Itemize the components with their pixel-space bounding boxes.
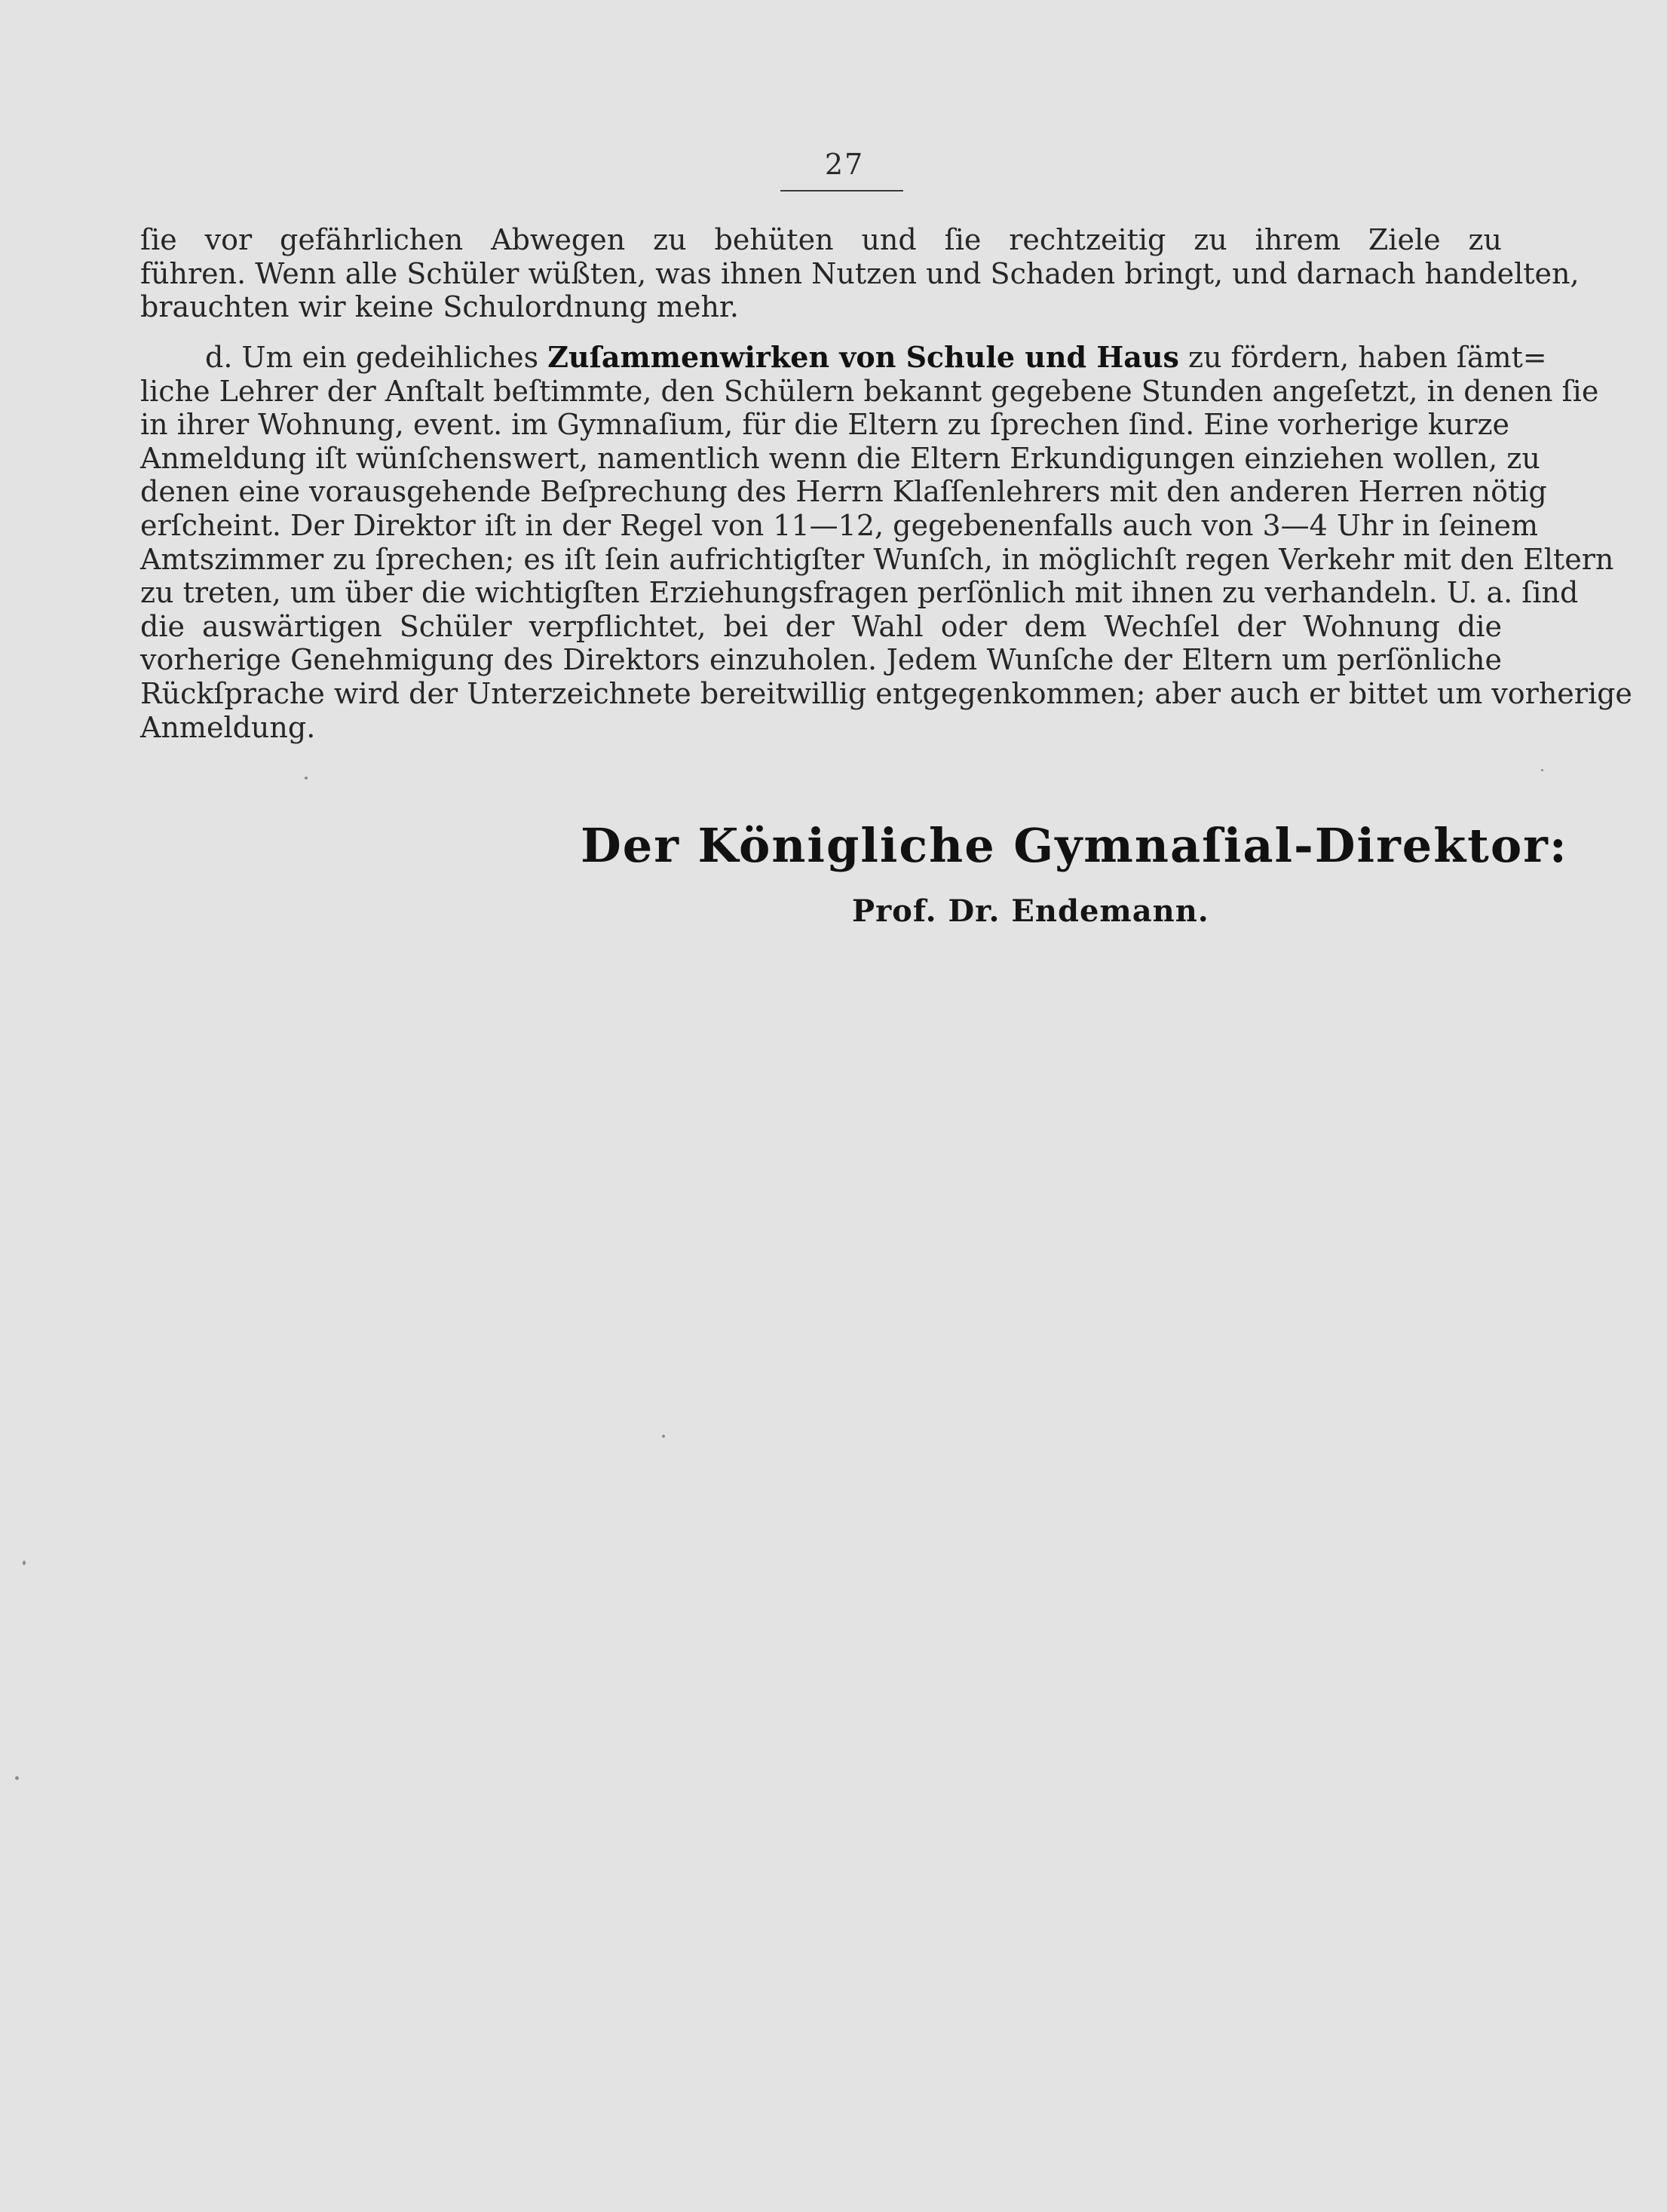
- paper-speck: [1541, 769, 1543, 771]
- page-number: 27: [824, 148, 865, 181]
- paragraph-2-line: liche Lehrer der Anſtalt beſtimmte, den Schülern bekannt gegebene Stunden angeſetzt, in denen ſie: [140, 374, 1599, 408]
- paper-speck: [23, 1561, 26, 1565]
- paper-speck: [15, 1776, 19, 1780]
- paragraph-1-line: führen. Wenn alle Schüler wüßten, was ihnen Nutzen und Schaden bringt, und darnach handelten,: [140, 256, 1580, 290]
- paragraph-2-line: zu treten, um über die wichtigſten Erziehungsfragen perſönlich mit ihnen zu verhandeln. U. a. ſind: [140, 576, 1579, 610]
- paper-speck: [662, 1435, 665, 1438]
- paragraph-1-line: ſie vor gefährlichen Abwegen zu behüten und ſie rechtzeitig zu ihrem Ziele zu: [140, 223, 1502, 256]
- signature-name: Prof. Dr. Endemann.: [852, 893, 1209, 929]
- paragraph-2-line: Anmeldung.: [140, 710, 316, 744]
- paragraph-2-first-line: [140, 340, 1547, 375]
- paragraph-2-line: Rückſprache wird der Unterzeichnete bereitwillig entgegenkommen; aber auch er bittet um vorherige: [140, 676, 1632, 710]
- paper-speck: [305, 777, 308, 780]
- paragraph-2-prefix: d. Um ein gedeihliches: [205, 341, 539, 374]
- paragraph-2-line: die auswärtigen Schüler verpflichtet, bei der Wahl oder dem Wechſel der Wohnung die: [140, 609, 1502, 643]
- paragraph-2-line: Anmeldung iſt wünſchenswert, namentlich wenn die Eltern Erkundigungen einziehen wollen, zu: [140, 441, 1540, 475]
- paragraph-2-line: denen eine vorausgehende Beſprechung des Herrn Klaſſenlehrers mit den anderen Herren nötig: [140, 475, 1547, 509]
- paragraph-2-line: Amtszimmer zu ſprechen; es iſt ſein aufrichtigſter Wunſch, in möglichſt regen Verkehr mit den Eltern: [140, 542, 1614, 576]
- paragraph-2-suffix: zu fördern, haben ſämt=: [1187, 341, 1547, 374]
- paragraph-1-line: brauchten wir keine Schulordnung mehr.: [140, 290, 739, 324]
- paragraph-2: [140, 340, 1632, 744]
- page-number-rule: [780, 190, 903, 191]
- paragraph-2-line: erſcheint. Der Direktor iſt in der Regel von 11—12, gegebenenfalls auch von 3—4 Uhr in ſeinem: [140, 508, 1539, 542]
- emphasized-phrase: Zuſammenwirken von Schule und Haus: [547, 340, 1179, 374]
- paragraph-1: [140, 223, 1580, 324]
- signature-title: Der Königliche Gymnaſial-Direktor:: [581, 818, 1568, 873]
- paragraph-2-line: in ihrer Wohnung, event. im Gymnaſium, für die Eltern zu ſprechen ſind. Eine vorherige kurze: [140, 408, 1510, 442]
- paragraph-2-line: vorherige Genehmigung des Direktors einzuholen. Jedem Wunſche der Eltern um perſönliche: [140, 643, 1502, 677]
